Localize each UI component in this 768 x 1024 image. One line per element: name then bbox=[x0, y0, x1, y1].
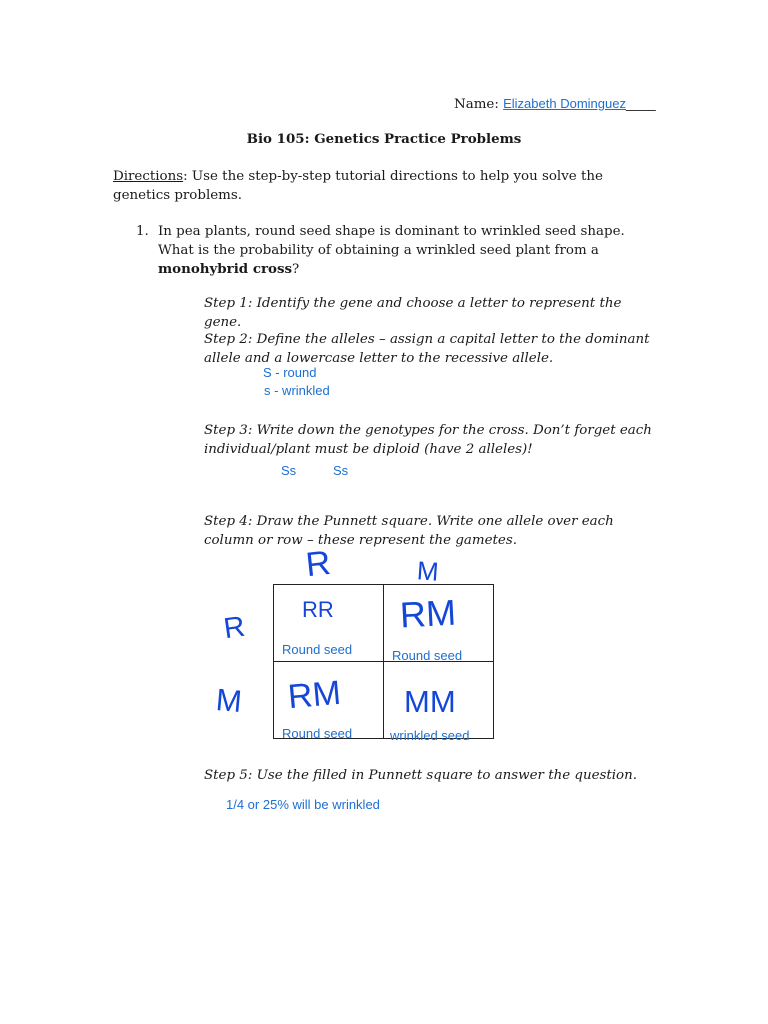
cell-genotype: RR bbox=[302, 597, 334, 622]
punnett-cell bbox=[384, 662, 494, 743]
directions-label: Directions bbox=[113, 169, 184, 184]
question-number: 1. bbox=[136, 224, 149, 239]
question-text-end: ? bbox=[292, 262, 300, 277]
step-2: Step 2: Define the alleles – assign a capital letter to the dominant allele and a lowercase letter to the recessive allele. bbox=[204, 332, 650, 366]
directions bbox=[113, 167, 653, 205]
cell-genotype: RM bbox=[398, 591, 458, 636]
punnett-cell bbox=[274, 585, 384, 662]
step-4: Step 4: Draw the Punnett square. Write one allele over each column or row – these represent the gametes. bbox=[204, 514, 614, 548]
column-header-1: R bbox=[304, 543, 333, 585]
step-5: Step 5: Use the filled in Punnett square to answer the question. bbox=[204, 768, 637, 783]
punnett-cell bbox=[384, 585, 494, 662]
cell-genotype: MM bbox=[404, 684, 456, 719]
step-3: Step 3: Write down the genotypes for the cross. Don’t forget each individual/plant must be diploid (have 2 alleles)! bbox=[204, 423, 652, 457]
page-title: Bio 105: Genetics Practice Problems bbox=[246, 131, 522, 147]
genotype-parent-1: Ss bbox=[281, 463, 297, 478]
cell-phenotype: Round seed bbox=[282, 642, 353, 657]
column-header-2: M bbox=[416, 555, 440, 587]
directions-text: : Use the step-by-step tutorial directions to help you solve the genetics problems. bbox=[113, 169, 603, 203]
recessive-allele: s - wrinkled bbox=[264, 383, 330, 398]
question-text bbox=[158, 222, 653, 279]
cell-phenotype: Round seed bbox=[282, 726, 353, 741]
row-header-1: R bbox=[221, 610, 248, 646]
name-value: Elizabeth Dominguez bbox=[503, 96, 626, 111]
name-label: Name: bbox=[454, 97, 499, 112]
name-row bbox=[454, 94, 656, 114]
punnett-square bbox=[273, 584, 494, 743]
name-underline: ____ bbox=[625, 96, 656, 111]
genotype-parent-2: Ss bbox=[333, 463, 349, 478]
dominant-allele: S - round bbox=[263, 365, 317, 380]
question-bold-term: monohybrid cross bbox=[158, 261, 293, 277]
punnett-cell bbox=[274, 662, 384, 739]
answer: 1/4 or 25% will be wrinkled bbox=[226, 797, 380, 812]
question-text-start: In pea plants, round seed shape is dominant to wrinkled seed shape. What is the probability of obtaining a wrinkled seed plant from a bbox=[158, 224, 625, 258]
row-header-2: M bbox=[214, 681, 244, 720]
cell-phenotype: Round seed bbox=[392, 648, 463, 663]
cell-phenotype: wrinkled seed bbox=[390, 728, 470, 743]
step-1: Step 1: Identify the gene and choose a letter to represent the gene. bbox=[204, 296, 622, 330]
cell-genotype: RM bbox=[286, 673, 343, 717]
